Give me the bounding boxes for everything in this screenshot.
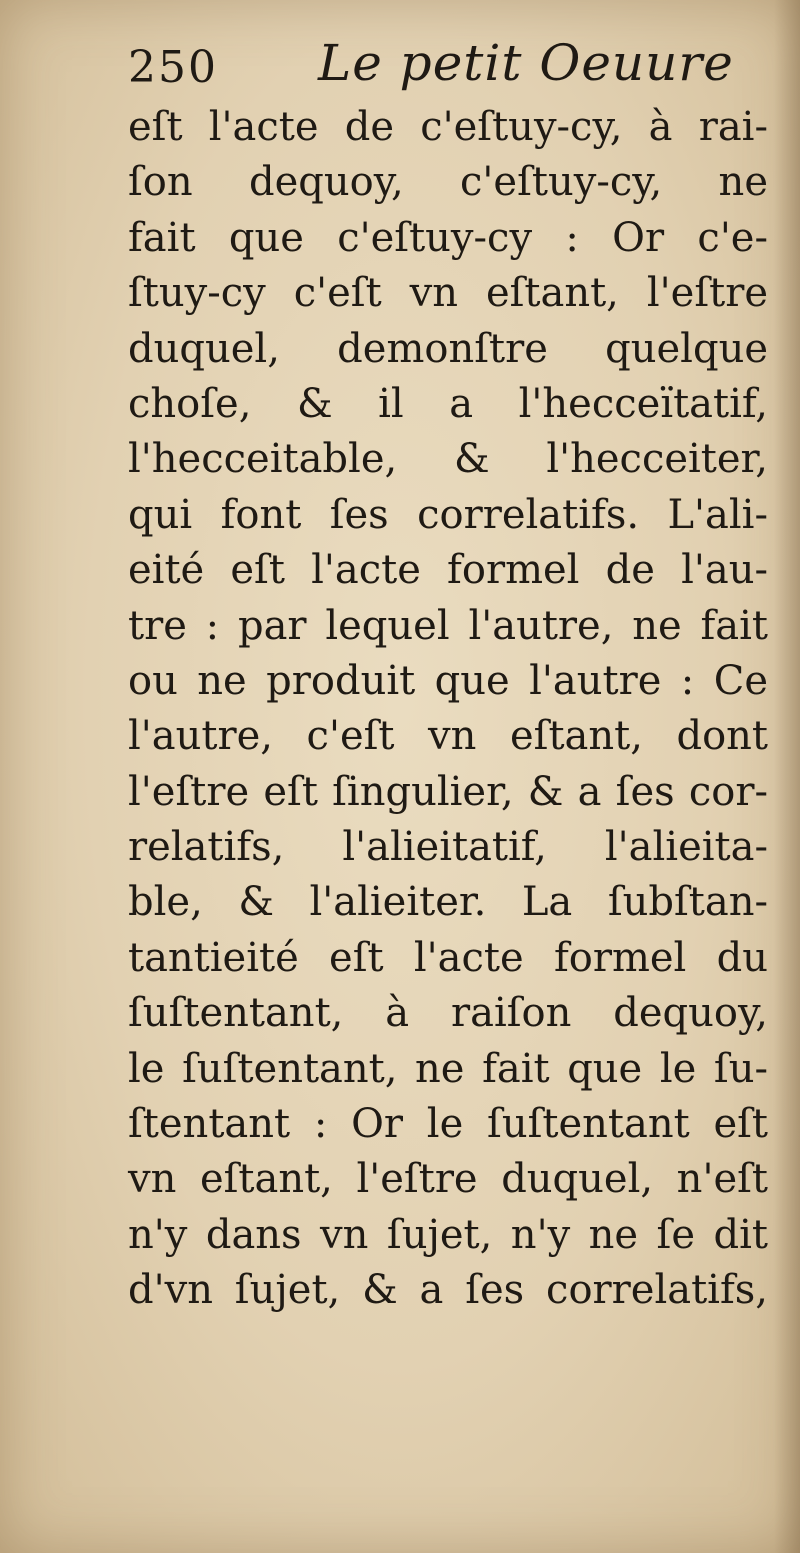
text-line: eſt l'acte de c'eſtuy-cy, à rai-: [128, 104, 768, 150]
text-line: qui font ſes correlatifs. L'ali-: [128, 491, 768, 538]
text-line: l'autre, c'eſt vn eſtant, dont: [128, 713, 768, 760]
text-line: choſe, & il a l'hecceïtatif,: [128, 380, 768, 427]
running-head: Le petit Oeuure: [318, 34, 734, 92]
text-line: l'hecceitable, & l'hecceiter,: [128, 436, 768, 483]
text-line: tantieité eſt l'acte formel du: [128, 934, 768, 981]
text-line: ſtuy-cy c'eſt vn eſtant, l'eſtre: [128, 270, 768, 317]
text-line: l'eſtre eſt ſingulier, & a ſes cor-: [128, 768, 768, 815]
text-line: ou ne produit que l'autre : Ce: [128, 657, 768, 704]
body-text: [128, 100, 768, 1319]
page-edge-shadow: [774, 0, 800, 1553]
text-line: le ſuſtentant, ne fait que le ſu-: [128, 1045, 768, 1092]
text-line: eité eſt l'acte formel de l'au-: [128, 547, 768, 594]
text-line: d'vn ſujet, & a ſes correlatifs,: [128, 1267, 768, 1314]
page-number: 250: [128, 42, 218, 93]
text-line: fait que c'eſtuy-cy : Or c'e-: [128, 214, 768, 261]
text-line: ſuſtentant, à raiſon dequoy,: [128, 990, 768, 1037]
text-line: relatifs, l'alieitatif, l'alieita-: [128, 824, 768, 871]
text-line: n'y dans vn ſujet, n'y ne ſe dit: [128, 1211, 768, 1258]
page-header: [128, 34, 748, 100]
text-line: tre : par lequel l'autre, ne fait: [128, 602, 768, 649]
text-line: ſon dequoy, c'eſtuy-cy, ne: [128, 159, 768, 206]
text-line: ſtentant : Or le ſuſtentant eſt: [128, 1101, 768, 1148]
text-line: ble, & l'alieiter. La ſubſtan-: [128, 879, 768, 926]
text-line: vn eſtant, l'eſtre duquel, n'eſt: [128, 1156, 768, 1203]
text-line: duquel, demonſtre quelque: [128, 325, 768, 372]
